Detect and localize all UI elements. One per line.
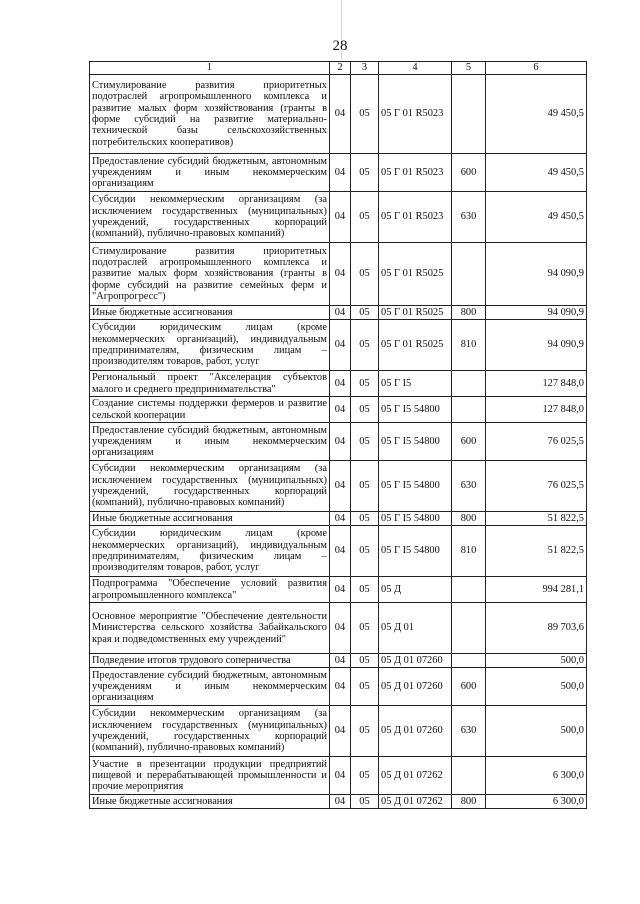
row-target-code: 05 Д 01 07260 xyxy=(379,706,452,757)
row-expense-type: 630 xyxy=(452,461,486,512)
row-amount: 500,0 xyxy=(486,668,587,706)
row-name: Предоставление субсидий бюджетным, автономным учреждениям и иным некоммерческим организациям xyxy=(90,423,330,461)
row-section: 04 xyxy=(330,397,351,423)
row-target-code: 05 Г 01 R5023 xyxy=(379,154,452,192)
row-expense-type xyxy=(452,243,486,306)
row-amount: 76 025,5 xyxy=(486,461,587,512)
row-expense-type: 810 xyxy=(452,526,486,577)
row-subsection: 05 xyxy=(351,577,379,603)
row-expense-type: 600 xyxy=(452,154,486,192)
row-amount: 994 281,1 xyxy=(486,577,587,603)
row-target-code: 05 Г I5 54800 xyxy=(379,461,452,512)
row-amount: 51 822,5 xyxy=(486,512,587,526)
row-section: 04 xyxy=(330,795,351,809)
row-section: 04 xyxy=(330,320,351,371)
row-expense-type xyxy=(452,75,486,154)
row-name: Подпрограмма "Обеспечение условий развития агропромышленного комплекса" xyxy=(90,577,330,603)
row-section: 04 xyxy=(330,154,351,192)
row-target-code: 05 Г 01 R5023 xyxy=(379,75,452,154)
row-expense-type: 800 xyxy=(452,795,486,809)
row-subsection: 05 xyxy=(351,423,379,461)
table-row xyxy=(90,306,587,320)
row-name: Иные бюджетные ассигнования xyxy=(90,795,330,809)
row-subsection: 05 xyxy=(351,320,379,371)
table-row xyxy=(90,512,587,526)
row-subsection: 05 xyxy=(351,243,379,306)
row-section: 04 xyxy=(330,461,351,512)
table-header-row xyxy=(90,62,587,75)
row-subsection: 05 xyxy=(351,397,379,423)
budget-table xyxy=(89,61,587,809)
row-amount: 127 848,0 xyxy=(486,397,587,423)
row-section: 04 xyxy=(330,603,351,654)
row-subsection: 05 xyxy=(351,371,379,397)
row-amount: 51 822,5 xyxy=(486,526,587,577)
table-row xyxy=(90,75,587,154)
row-amount: 500,0 xyxy=(486,706,587,757)
row-name: Субсидии некоммерческим организациям (за исключением государственных (муниципальных) учреждений, государственных корпораций (компаний), публично-правовых компаний) xyxy=(90,461,330,512)
column-header-6: 6 xyxy=(486,62,587,75)
row-subsection: 05 xyxy=(351,706,379,757)
table-row xyxy=(90,757,587,795)
row-name: Подведение итогов трудового соперничества xyxy=(90,654,330,668)
row-target-code: 05 Д 01 07260 xyxy=(379,654,452,668)
table-row xyxy=(90,668,587,706)
row-section: 04 xyxy=(330,306,351,320)
row-name: Основное мероприятие "Обеспечение деятельности Министерства сельского хозяйства Забайкальского края и подведомственных ему учреждений" xyxy=(90,603,330,654)
row-subsection: 05 xyxy=(351,526,379,577)
table-row xyxy=(90,154,587,192)
row-subsection: 05 xyxy=(351,512,379,526)
row-amount: 89 703,6 xyxy=(486,603,587,654)
row-expense-type: 630 xyxy=(452,192,486,243)
row-subsection: 05 xyxy=(351,757,379,795)
row-expense-type xyxy=(452,397,486,423)
row-target-code: 05 Д xyxy=(379,577,452,603)
row-name: Иные бюджетные ассигнования xyxy=(90,306,330,320)
row-target-code: 05 Д 01 07262 xyxy=(379,795,452,809)
row-target-code: 05 Г I5 xyxy=(379,371,452,397)
row-amount: 49 450,5 xyxy=(486,192,587,243)
row-expense-type xyxy=(452,757,486,795)
row-amount: 94 090,9 xyxy=(486,243,587,306)
table-row xyxy=(90,706,587,757)
row-target-code: 05 Г I5 54800 xyxy=(379,526,452,577)
row-expense-type xyxy=(452,371,486,397)
row-name: Субсидии юридическим лицам (кроме некоммерческих организаций), индивидуальным предпринимателям, физическим лицам – производителям товаров, работ, услуг xyxy=(90,526,330,577)
row-target-code: 05 Г I5 54800 xyxy=(379,512,452,526)
table-row xyxy=(90,320,587,371)
table-row xyxy=(90,397,587,423)
column-header-1: 1 xyxy=(90,62,330,75)
row-subsection: 05 xyxy=(351,668,379,706)
row-expense-type xyxy=(452,603,486,654)
row-subsection: 05 xyxy=(351,192,379,243)
row-amount: 76 025,5 xyxy=(486,423,587,461)
row-target-code: 05 Г 01 R5025 xyxy=(379,243,452,306)
row-name: Региональный проект "Акселерация субъектов малого и среднего предпринимательства" xyxy=(90,371,330,397)
row-expense-type: 810 xyxy=(452,320,486,371)
row-section: 04 xyxy=(330,706,351,757)
row-name: Стимулирование развития приоритетных подотраслей агропромышленного комплекса и развитие малых форм хозяйствования (гранты в форме субсидий на развитие материально-технической базы сельскохозяйственных потребительских кооперативов) xyxy=(90,75,330,154)
column-header-3: 3 xyxy=(351,62,379,75)
column-header-2: 2 xyxy=(330,62,351,75)
table-row xyxy=(90,423,587,461)
table-row xyxy=(90,461,587,512)
row-target-code: 05 Г I5 54800 xyxy=(379,397,452,423)
row-section: 04 xyxy=(330,526,351,577)
row-name: Предоставление субсидий бюджетным, автономным учреждениям и иным некоммерческим организациям xyxy=(90,154,330,192)
row-name: Иные бюджетные ассигнования xyxy=(90,512,330,526)
row-section: 04 xyxy=(330,243,351,306)
row-name: Стимулирование развития приоритетных подотраслей агропромышленного комплекса и развитие малых форм хозяйствования (гранты в форме субсидий на развитие семейных ферм и "Агропрогресс") xyxy=(90,243,330,306)
row-target-code: 05 Г 01 R5025 xyxy=(379,320,452,371)
row-expense-type: 600 xyxy=(452,668,486,706)
row-name: Субсидии некоммерческим организациям (за исключением государственных (муниципальных) учреждений, государственных корпораций (компаний), публично-правовых компаний) xyxy=(90,192,330,243)
row-expense-type xyxy=(452,654,486,668)
row-target-code: 05 Д 01 07260 xyxy=(379,668,452,706)
row-target-code: 05 Д 01 07262 xyxy=(379,757,452,795)
row-name: Субсидии некоммерческим организациям (за исключением государственных (муниципальных) учреждений, государственных корпораций (компаний), публично-правовых компаний) xyxy=(90,706,330,757)
row-target-code: 05 Г 01 R5023 xyxy=(379,192,452,243)
table-row xyxy=(90,654,587,668)
row-amount: 94 090,9 xyxy=(486,320,587,371)
page-number: 28 xyxy=(332,38,348,54)
row-section: 04 xyxy=(330,668,351,706)
row-section: 04 xyxy=(330,512,351,526)
row-amount: 49 450,5 xyxy=(486,75,587,154)
table-row xyxy=(90,526,587,577)
row-expense-type: 600 xyxy=(452,423,486,461)
row-expense-type: 800 xyxy=(452,306,486,320)
table-row xyxy=(90,577,587,603)
row-amount: 127 848,0 xyxy=(486,371,587,397)
row-subsection: 05 xyxy=(351,603,379,654)
row-subsection: 05 xyxy=(351,75,379,154)
row-expense-type: 800 xyxy=(452,512,486,526)
row-subsection: 05 xyxy=(351,306,379,320)
row-amount: 6 300,0 xyxy=(486,795,587,809)
row-section: 04 xyxy=(330,577,351,603)
row-name: Предоставление субсидий бюджетным, автономным учреждениям и иным некоммерческим организациям xyxy=(90,668,330,706)
row-subsection: 05 xyxy=(351,654,379,668)
row-amount: 49 450,5 xyxy=(486,154,587,192)
row-section: 04 xyxy=(330,75,351,154)
row-subsection: 05 xyxy=(351,461,379,512)
row-subsection: 05 xyxy=(351,154,379,192)
row-section: 04 xyxy=(330,192,351,243)
row-amount: 500,0 xyxy=(486,654,587,668)
row-section: 04 xyxy=(330,423,351,461)
row-name: Субсидии юридическим лицам (кроме некоммерческих организаций), индивидуальным предпринимателям, физическим лицам – производителям товаров, работ, услуг xyxy=(90,320,330,371)
column-header-5: 5 xyxy=(452,62,486,75)
row-target-code: 05 Д 01 xyxy=(379,603,452,654)
row-section: 04 xyxy=(330,654,351,668)
row-subsection: 05 xyxy=(351,795,379,809)
row-name: Создание системы поддержки фермеров и развитие сельской кооперации xyxy=(90,397,330,423)
row-target-code: 05 Г I5 54800 xyxy=(379,423,452,461)
column-header-4: 4 xyxy=(379,62,452,75)
row-section: 04 xyxy=(330,757,351,795)
row-name: Участие в презентации продукции предприятий пищевой и перерабатывающей промышленности и прочие мероприятия xyxy=(90,757,330,795)
row-amount: 6 300,0 xyxy=(486,757,587,795)
table-row xyxy=(90,371,587,397)
row-amount: 94 090,9 xyxy=(486,306,587,320)
table-row xyxy=(90,243,587,306)
row-expense-type: 630 xyxy=(452,706,486,757)
table-row xyxy=(90,603,587,654)
row-section: 04 xyxy=(330,371,351,397)
row-target-code: 05 Г 01 R5025 xyxy=(379,306,452,320)
table-row xyxy=(90,192,587,243)
row-expense-type xyxy=(452,577,486,603)
table-row xyxy=(90,795,587,809)
